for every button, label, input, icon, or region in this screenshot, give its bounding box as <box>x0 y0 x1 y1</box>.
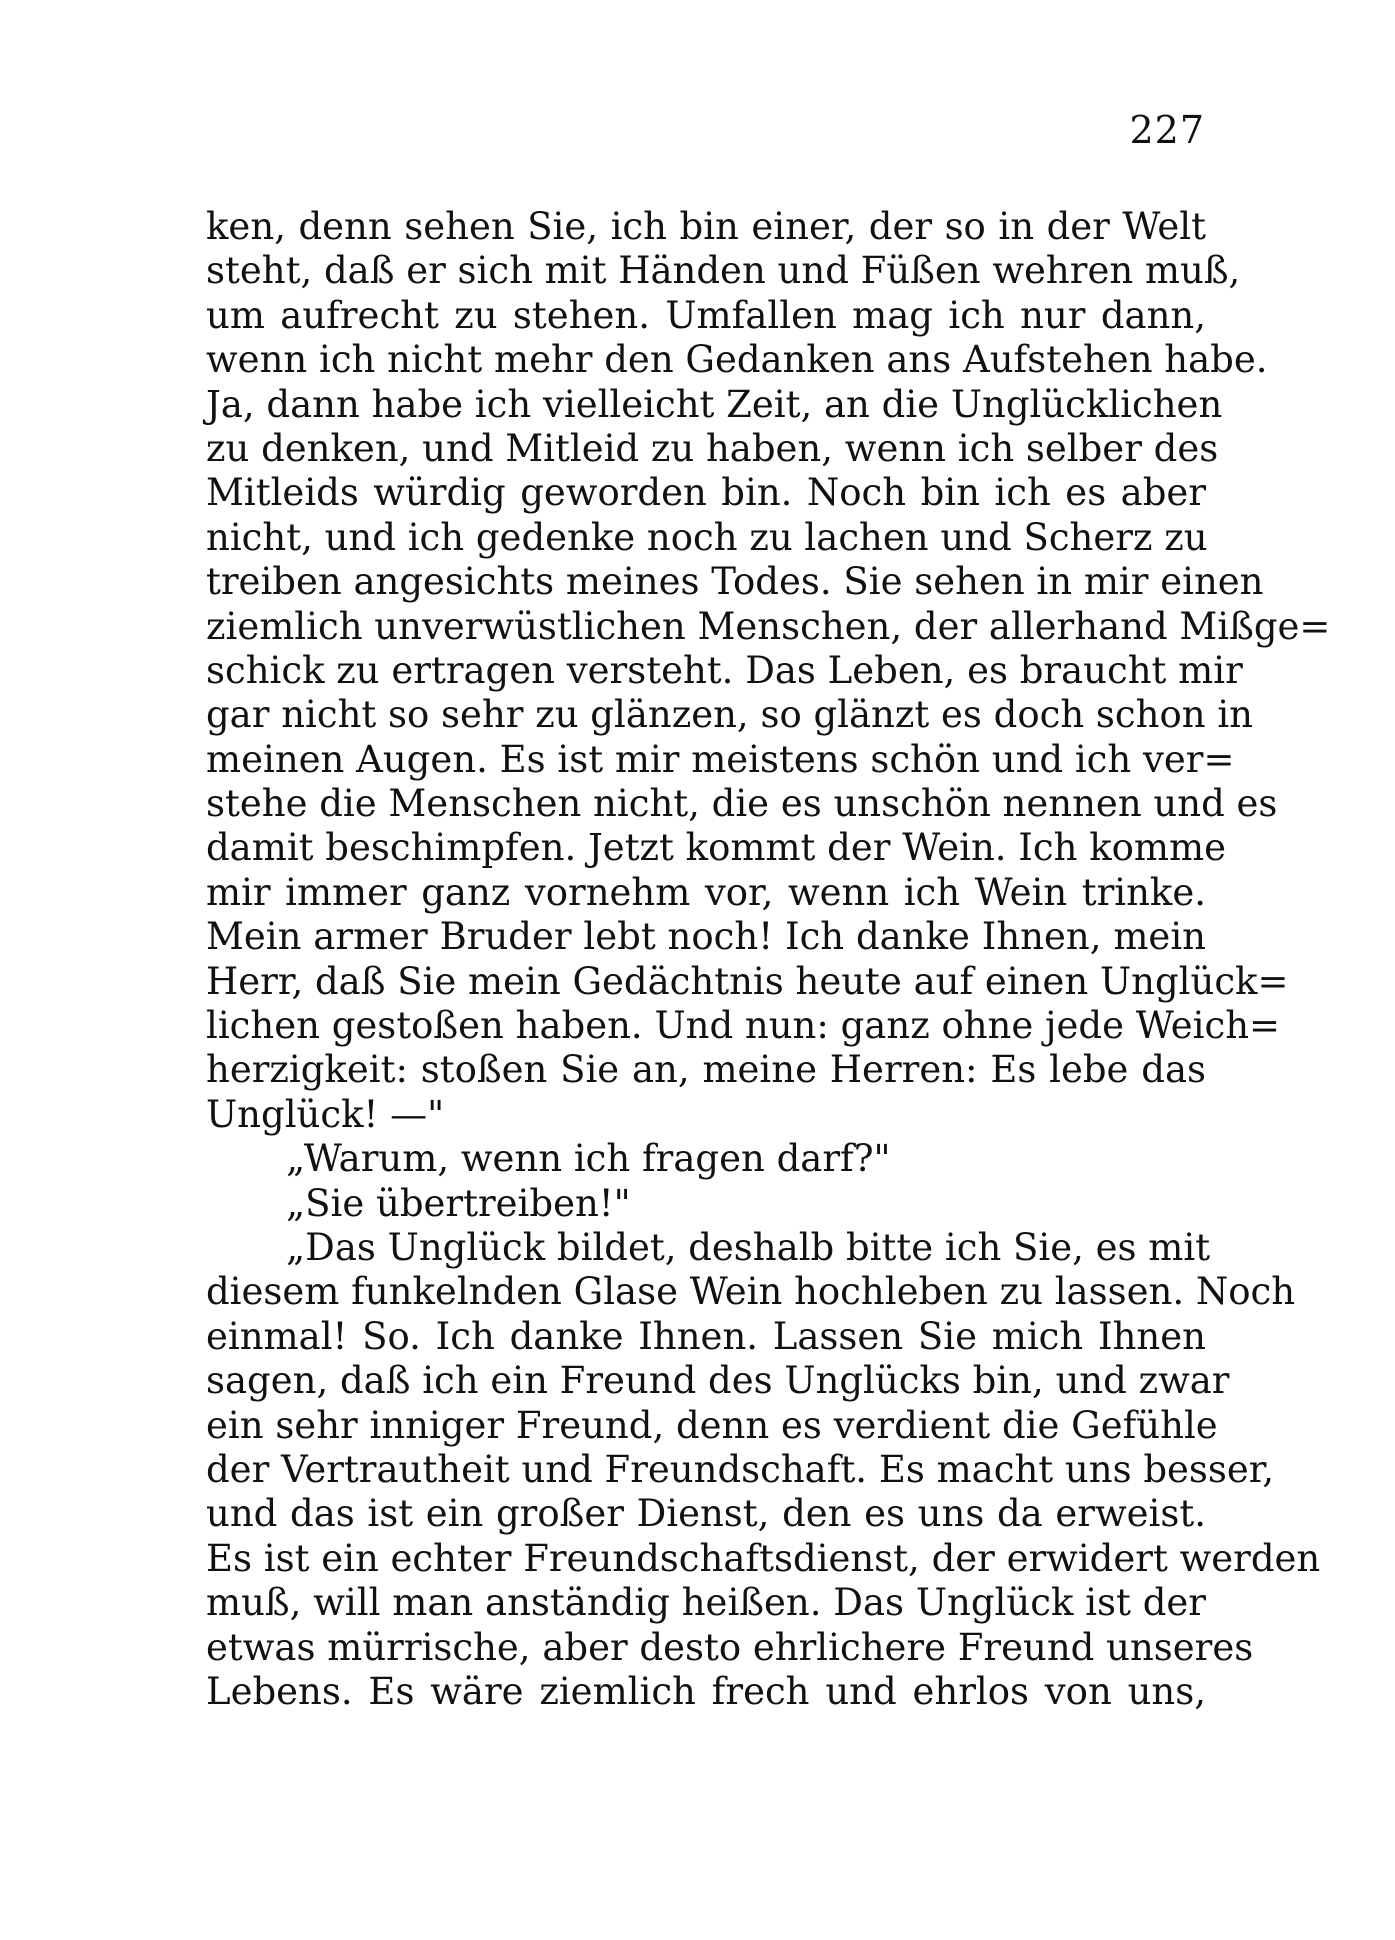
text-line: der Vertrautheit und Freundschaft. Es macht uns besser, <box>206 1447 1275 1491</box>
text-line: treiben angesichts meines Todes. Sie sehen in mir einen <box>206 560 1264 604</box>
page-number: 227 <box>1129 108 1205 152</box>
text-line: einmal! So. Ich danke Ihnen. Lassen Sie mich Ihnen <box>206 1314 1206 1358</box>
text-line: muß, will man anständig heißen. Das Unglück ist der <box>206 1581 1206 1625</box>
text-line: Herr, daß Sie mein Gedächtnis heute auf einen Unglück= <box>206 959 1289 1003</box>
text-line: sagen, daß ich ein Freund des Unglücks bin, und zwar <box>206 1359 1230 1403</box>
text-line: meinen Augen. Es ist mir meistens schön und ich ver= <box>206 737 1235 781</box>
text-line: nicht, und ich gedenke noch zu lachen und Scherz zu <box>206 515 1208 559</box>
text-line: Unglück! —" <box>206 1092 445 1136</box>
text-line: lichen gestoßen haben. Und nun: ganz ohne jede Weich= <box>206 1004 1281 1048</box>
text-line: schick zu ertragen versteht. Das Leben, es braucht mir <box>206 648 1243 692</box>
text-line: gar nicht so sehr zu glänzen, so glänzt es doch schon in <box>206 693 1254 737</box>
dialogue-line: „Sie übertreiben!" <box>286 1181 631 1225</box>
text-line: steht, daß er sich mit Händen und Füßen wehren muß, <box>206 249 1241 293</box>
text-line: zu denken, und Mitleid zu haben, wenn ich selber des <box>206 426 1219 470</box>
text-line: etwas mürrische, aber desto ehrlichere Freund unseres <box>206 1625 1254 1669</box>
body-text <box>206 205 1331 1714</box>
text-line: um aufrecht zu stehen. Umfallen mag ich nur dann, <box>206 293 1206 337</box>
text-line: mir immer ganz vornehm vor, wenn ich Wein trinke. <box>206 870 1206 914</box>
text-line: Mitleids würdig geworden bin. Noch bin ich es aber <box>206 471 1206 515</box>
text-line: Lebens. Es wäre ziemlich frech und ehrlos von uns, <box>206 1669 1206 1713</box>
text-line: diesem funkelnden Glase Wein hochleben zu lassen. Noch <box>206 1270 1296 1314</box>
text-line: wenn ich nicht mehr den Gedanken ans Aufstehen habe. <box>206 338 1268 382</box>
text-line: ziemlich unverwüstlichen Menschen, der allerhand Mißge= <box>206 604 1331 648</box>
text-line: herzigkeit: stoßen Sie an, meine Herren: Es lebe das <box>206 1048 1206 1092</box>
text-line: damit beschimpfen. Jetzt kommt der Wein. Ich komme <box>206 826 1226 870</box>
dialogue-line: „Warum, wenn ich fragen darf?" <box>286 1137 891 1181</box>
dialogue-line: „Das Unglück bildet, deshalb bitte ich Sie, es mit <box>286 1225 1211 1269</box>
text-line: Mein armer Bruder lebt noch! Ich danke Ihnen, mein <box>206 915 1206 959</box>
text-line: stehe die Menschen nicht, die es unschön nennen und es <box>206 782 1278 826</box>
text-line: Es ist ein echter Freundschaftsdienst, der erwidert werden <box>206 1536 1321 1580</box>
text-line: ein sehr inniger Freund, denn es verdient die Gefühle <box>206 1403 1218 1447</box>
text-line: und das ist ein großer Dienst, den es uns da erweist. <box>206 1492 1206 1536</box>
text-line: ken, denn sehen Sie, ich bin einer, der so in der Welt <box>206 205 1206 248</box>
text-line: Ja, dann habe ich vielleicht Zeit, an die Unglücklichen <box>206 382 1223 426</box>
